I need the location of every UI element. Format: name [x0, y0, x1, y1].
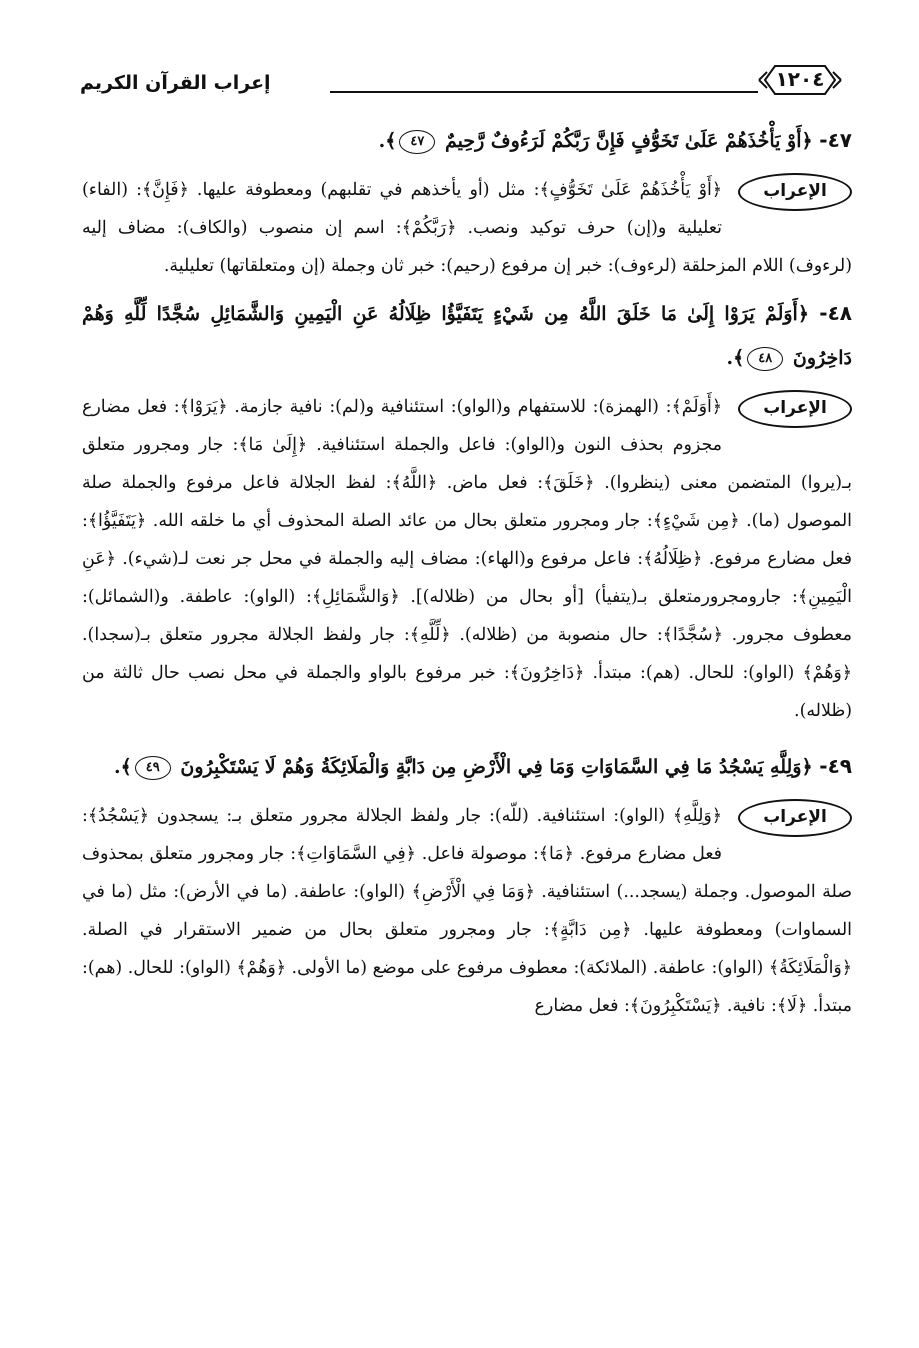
iarab-block-47 [82, 171, 852, 285]
verse-number: ٤٧- [819, 128, 852, 152]
page-number-frame [755, 60, 845, 100]
iarab-text: ﴿وَلِلَّهِ﴾ (الواو): استئنافية. (للّه): جار ولفظ الجلالة مجرور متعلق بـ: يسجدون ﴿يَسْجُدُ﴾: فعل مضارع مرفوع. ﴿مَا﴾: موصولة فاعل. ﴿فِي السَّمَاوَاتِ﴾: جار ومجرور متعلق بمحذوف صلة الموصول. وجملة (يسجد...) استئنافية. ﴿وَمَا فِي الْأَرْضِ﴾ (الواو): عاطفة. (ما في الأرض): مثل (ما في السماوات) ومعطوفة عليها. ﴿مِن دَابَّةٍ﴾: جار ومجرور متعلق بحال من ضمير الاستقرار في الصلة. ﴿وَالْمَلَائِكَةُ﴾ (الواو): عاطفة. (الملائكة): معطوف مرفوع على موضع (ما الأولى. ﴿وَهُمْ﴾ (الواو): للحال. (هم): مبتدأ. ﴿لَا﴾: نافية. ﴿يَسْتَكْبِرُونَ﴾: فعل مضارع [82, 806, 852, 1016]
verse-end-mark: ٤٨ [747, 347, 783, 371]
verse-number: ٤٨- [819, 301, 852, 325]
page-content [82, 118, 852, 1025]
verse-text: ﴿أَوْ يَأْخُذَهُمْ عَلَىٰ تَخَوُّفٍ فَإِنَّ رَبَّكُمْ لَرَءُوفٌ رَّحِيمٌ [444, 130, 813, 152]
book-title: إعراب القرآن الكريم [80, 72, 271, 94]
iarab-label: الإعراب [738, 390, 852, 428]
verse-text: ﴿وَلِلَّهِ يَسْجُدُ مَا فِي السَّمَاوَاتِ وَمَا فِي الْأَرْضِ مِن دَابَّةٍ وَالْمَلَائِكَةُ وَهُمْ لَا يَسْتَكْبِرُونَ [180, 756, 813, 778]
verse-49 [82, 744, 852, 789]
verse-end-mark: ٤٧ [399, 130, 435, 154]
verse-48 [82, 291, 852, 380]
verse-close: ﴾. [378, 130, 397, 152]
iarab-text: ﴿أَوَلَمْ﴾: (الهمزة): للاستفهام و(الواو): استئنافية و(لم): نافية جازمة. ﴿يَرَوْا﴾: فعل مضارع مجزوم بحذف النون و(الواو): فاعل والجملة استئنافية. ﴿إِلَىٰ مَا﴾: جار ومجرور متعلق بـ(يروا) المتضمن معنى (ينظروا). ﴿خَلَقَ﴾: فعل ماض. ﴿اللَّهُ﴾: لفظ الجلالة فاعل مرفوع والجملة صلة الموصول (ما). ﴿مِن شَيْءٍ﴾: جار ومجرور متعلق بحال من عائد الصلة المحذوف أي ما خلقه الله. ﴿يَتَفَيَّؤُا﴾: فعل مضارع مرفوع. ﴿ظِلَالُهُ﴾: فاعل مرفوع و(الهاء): مضاف إليه والجملة في محل جر نعت لـ(شيء). ﴿عَنِ الْيَمِينِ﴾: جارومجرورمتعلق بـ(يتفيأ) [أو بحال من (ظلاله)]. ﴿وَالشَّمَائِلِ﴾: (الواو): عاطفة. و(الشمائل): معطوف مجرور. ﴿سُجَّدًا﴾: حال منصوبة من (ظلاله). ﴿لِّلَّهِ﴾: جار ولفظ الجلالة مجرور متعلق بـ(سجدا). ﴿وَهُمْ﴾ (الواو): للحال. (هم): مبتدأ. ﴿دَاخِرُونَ﴾: خبر مرفوع بالواو والجملة في محل نصب حال ثالثة من (ظلاله). [82, 397, 852, 721]
verse-number: ٤٩- [819, 754, 852, 778]
iarab-block-49 [82, 797, 852, 1025]
iarab-block-48 [82, 388, 852, 730]
page-number: ١٢٠٤ [775, 67, 825, 91]
verse-close: ﴾. [114, 756, 132, 778]
iarab-label: الإعراب [738, 173, 852, 211]
verse-close: ﴾. [726, 347, 745, 369]
page-header [60, 60, 845, 106]
verse-text: ﴿أَوَلَمْ يَرَوْا إِلَىٰ مَا خَلَقَ اللَّهُ مِن شَيْءٍ يَتَفَيَّؤُا ظِلَالُهُ عَنِ الْيَمِينِ وَالشَّمَائِلِ سُجَّدًا لِّلَّهِ وَهُمْ دَاخِرُونَ [82, 303, 852, 369]
header-rule [330, 91, 758, 93]
iarab-label: الإعراب [738, 799, 852, 837]
verse-end-mark: ٤٩ [135, 756, 171, 780]
iarab-text: ﴿أَوْ يَأْخُذَهُمْ عَلَىٰ تَخَوُّفٍ﴾: مثل (أو يأخذهم في تقلبهم) ومعطوفة عليها. ﴿فَإِنَّ﴾: (الفاء) تعليلية و(إن) حرف توكيد ونصب. ﴿رَبَّكُمْ﴾: اسم إن منصوب (والكاف): مضاف إليه (لرءوف) اللام المزحلقة (لرءوف): خبر إن مرفوع (رحيم): خبر ثان وجملة (إن ومتعلقاتها) تعليلية. [82, 180, 852, 276]
verse-47 [82, 118, 852, 163]
